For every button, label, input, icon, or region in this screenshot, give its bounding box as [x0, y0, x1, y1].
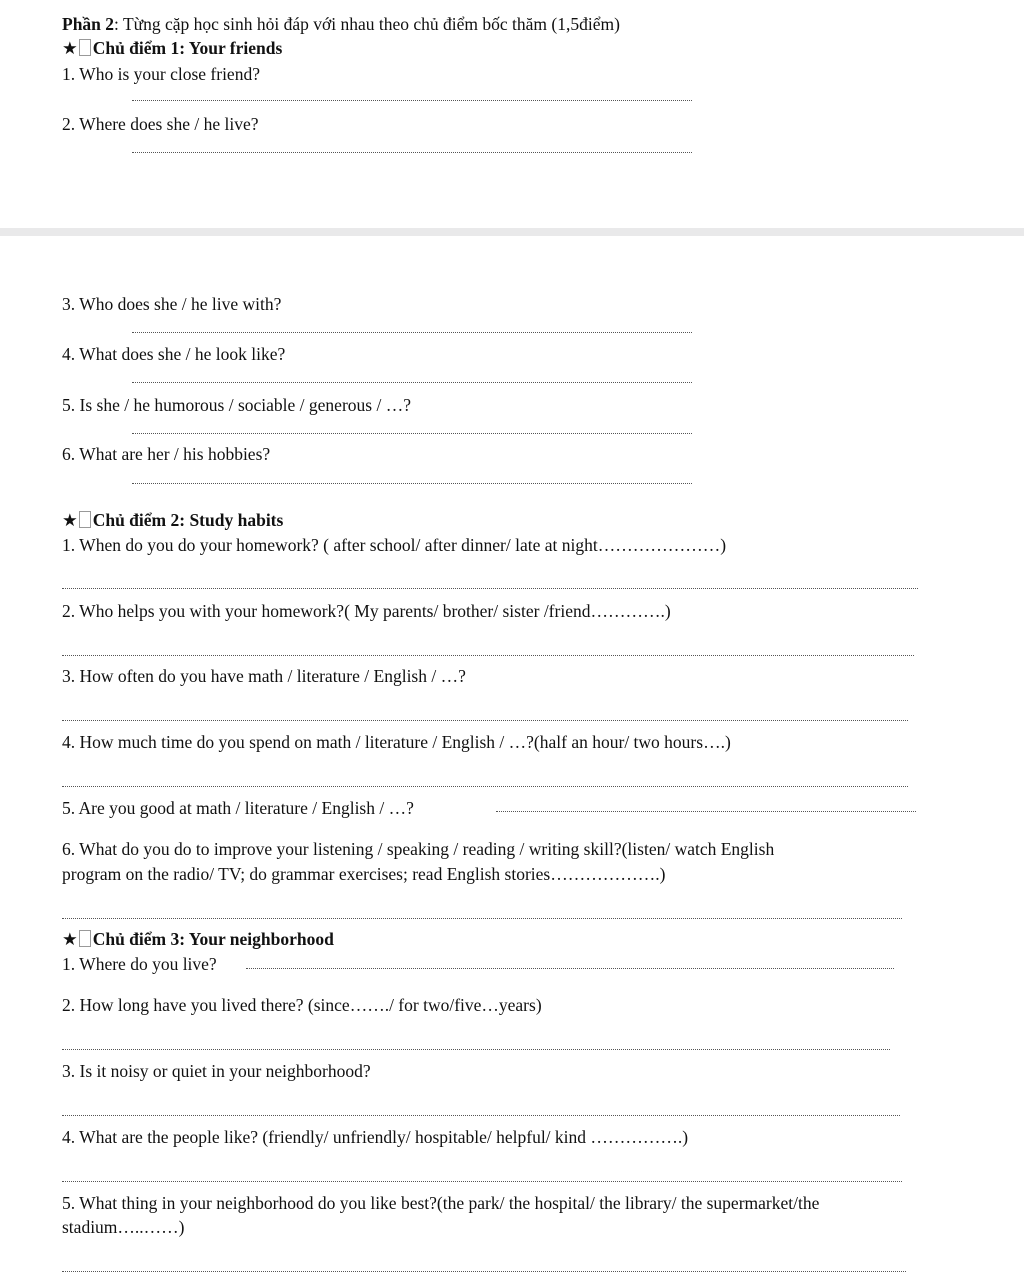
topic-3-question-4: 4. What are the people like? (friendly/ unfriendly/ hospitable/ helpful/ kind …………….) [62, 1127, 689, 1147]
placeholder-box-icon [79, 511, 91, 528]
star-icon: ★ [62, 510, 78, 530]
star-icon: ★ [62, 929, 78, 949]
topic-2-question-5-text: 5. Are you good at math / literature / English / …? [62, 798, 414, 818]
topic-1-question-3: 3. Who does she / he live with? [62, 294, 282, 314]
topic-2-question-3: 3. How often do you have math / literature / English / …? [62, 666, 466, 686]
topic-2-heading [62, 509, 283, 531]
answer-line[interactable] [62, 1114, 900, 1116]
topic-1-question-4: 4. What does she / he look like? [62, 344, 286, 364]
answer-line[interactable] [132, 331, 692, 333]
placeholder-box-icon [79, 930, 91, 947]
topic-3-prefix: Chủ điểm 3 [92, 929, 180, 949]
answer-line[interactable] [62, 1180, 902, 1182]
answer-line[interactable] [132, 151, 692, 153]
topic-3-question-3: 3. Is it noisy or quiet in your neighborhood? [62, 1061, 371, 1081]
answer-line[interactable] [132, 99, 692, 101]
topic-3-question-2: 2. How long have you lived there? (since……./ for two/five…years) [62, 995, 542, 1015]
answer-line[interactable] [496, 810, 916, 812]
answer-line[interactable] [132, 432, 692, 434]
topic-3-heading [62, 928, 334, 950]
page-break-band [0, 228, 1024, 236]
topic-1-question-5: 5. Is she / he humorous / sociable / generous / …? [62, 395, 411, 415]
answer-line[interactable] [62, 587, 918, 589]
topic-1-prefix: Chủ điểm 1 [92, 38, 180, 58]
placeholder-box-icon [79, 39, 91, 56]
part-label: Phần 2 [62, 14, 115, 34]
topic-2-question-2: 2. Who helps you with your homework?( My parents/ brother/ sister /friend………….) [62, 601, 671, 621]
topic-3-question-5: 5. What thing in your neighborhood do you like best?(the park/ the hospital/ the library/ the supermarket/the [62, 1193, 820, 1213]
topic-2-question-5 [62, 797, 414, 819]
answer-line[interactable] [62, 654, 914, 656]
topic-2-question-6: 6. What do you do to improve your listening / speaking / reading / writing skill?(listen/ watch English [62, 839, 775, 859]
topic-1-title: : Your friends [179, 38, 283, 58]
answer-line[interactable] [62, 917, 902, 919]
answer-line[interactable] [62, 719, 908, 721]
topic-1-question-2: 2. Where does she / he live? [62, 114, 259, 134]
part-instruction: : Từng cặp học sinh hỏi đáp với nhau theo chủ điểm bốc thăm (1,5điểm) [114, 14, 620, 34]
answer-line[interactable] [132, 381, 692, 383]
topic-3-question-5-continued: stadium…..……) [62, 1217, 185, 1237]
answer-line[interactable] [246, 967, 894, 969]
topic-2-prefix: Chủ điểm 2 [92, 510, 180, 530]
topic-2-question-4: 4. How much time do you spend on math / literature / English / …?(half an hour/ two hours….) [62, 732, 731, 752]
answer-line[interactable] [132, 482, 692, 484]
topic-2-question-6-continued: program on the radio/ TV; do grammar exercises; read English stories……………….) [62, 864, 666, 884]
topic-2-title: : Study habits [179, 510, 284, 530]
answer-line[interactable] [62, 1270, 906, 1272]
answer-line[interactable] [62, 785, 908, 787]
topic-2-question-1: 1. When do you do your homework? ( after school/ after dinner/ late at night…………………) [62, 535, 727, 555]
part-header [62, 13, 620, 35]
topic-3-question-1: 1. Where do you live? [62, 954, 217, 974]
answer-line[interactable] [62, 1048, 890, 1050]
star-icon: ★ [62, 38, 78, 58]
topic-1-heading [62, 37, 282, 59]
topic-1-question-6: 6. What are her / his hobbies? [62, 444, 271, 464]
topic-3-title: : Your neighborhood [179, 929, 334, 949]
topic-1-question-1: 1. Who is your close friend? [62, 64, 260, 84]
